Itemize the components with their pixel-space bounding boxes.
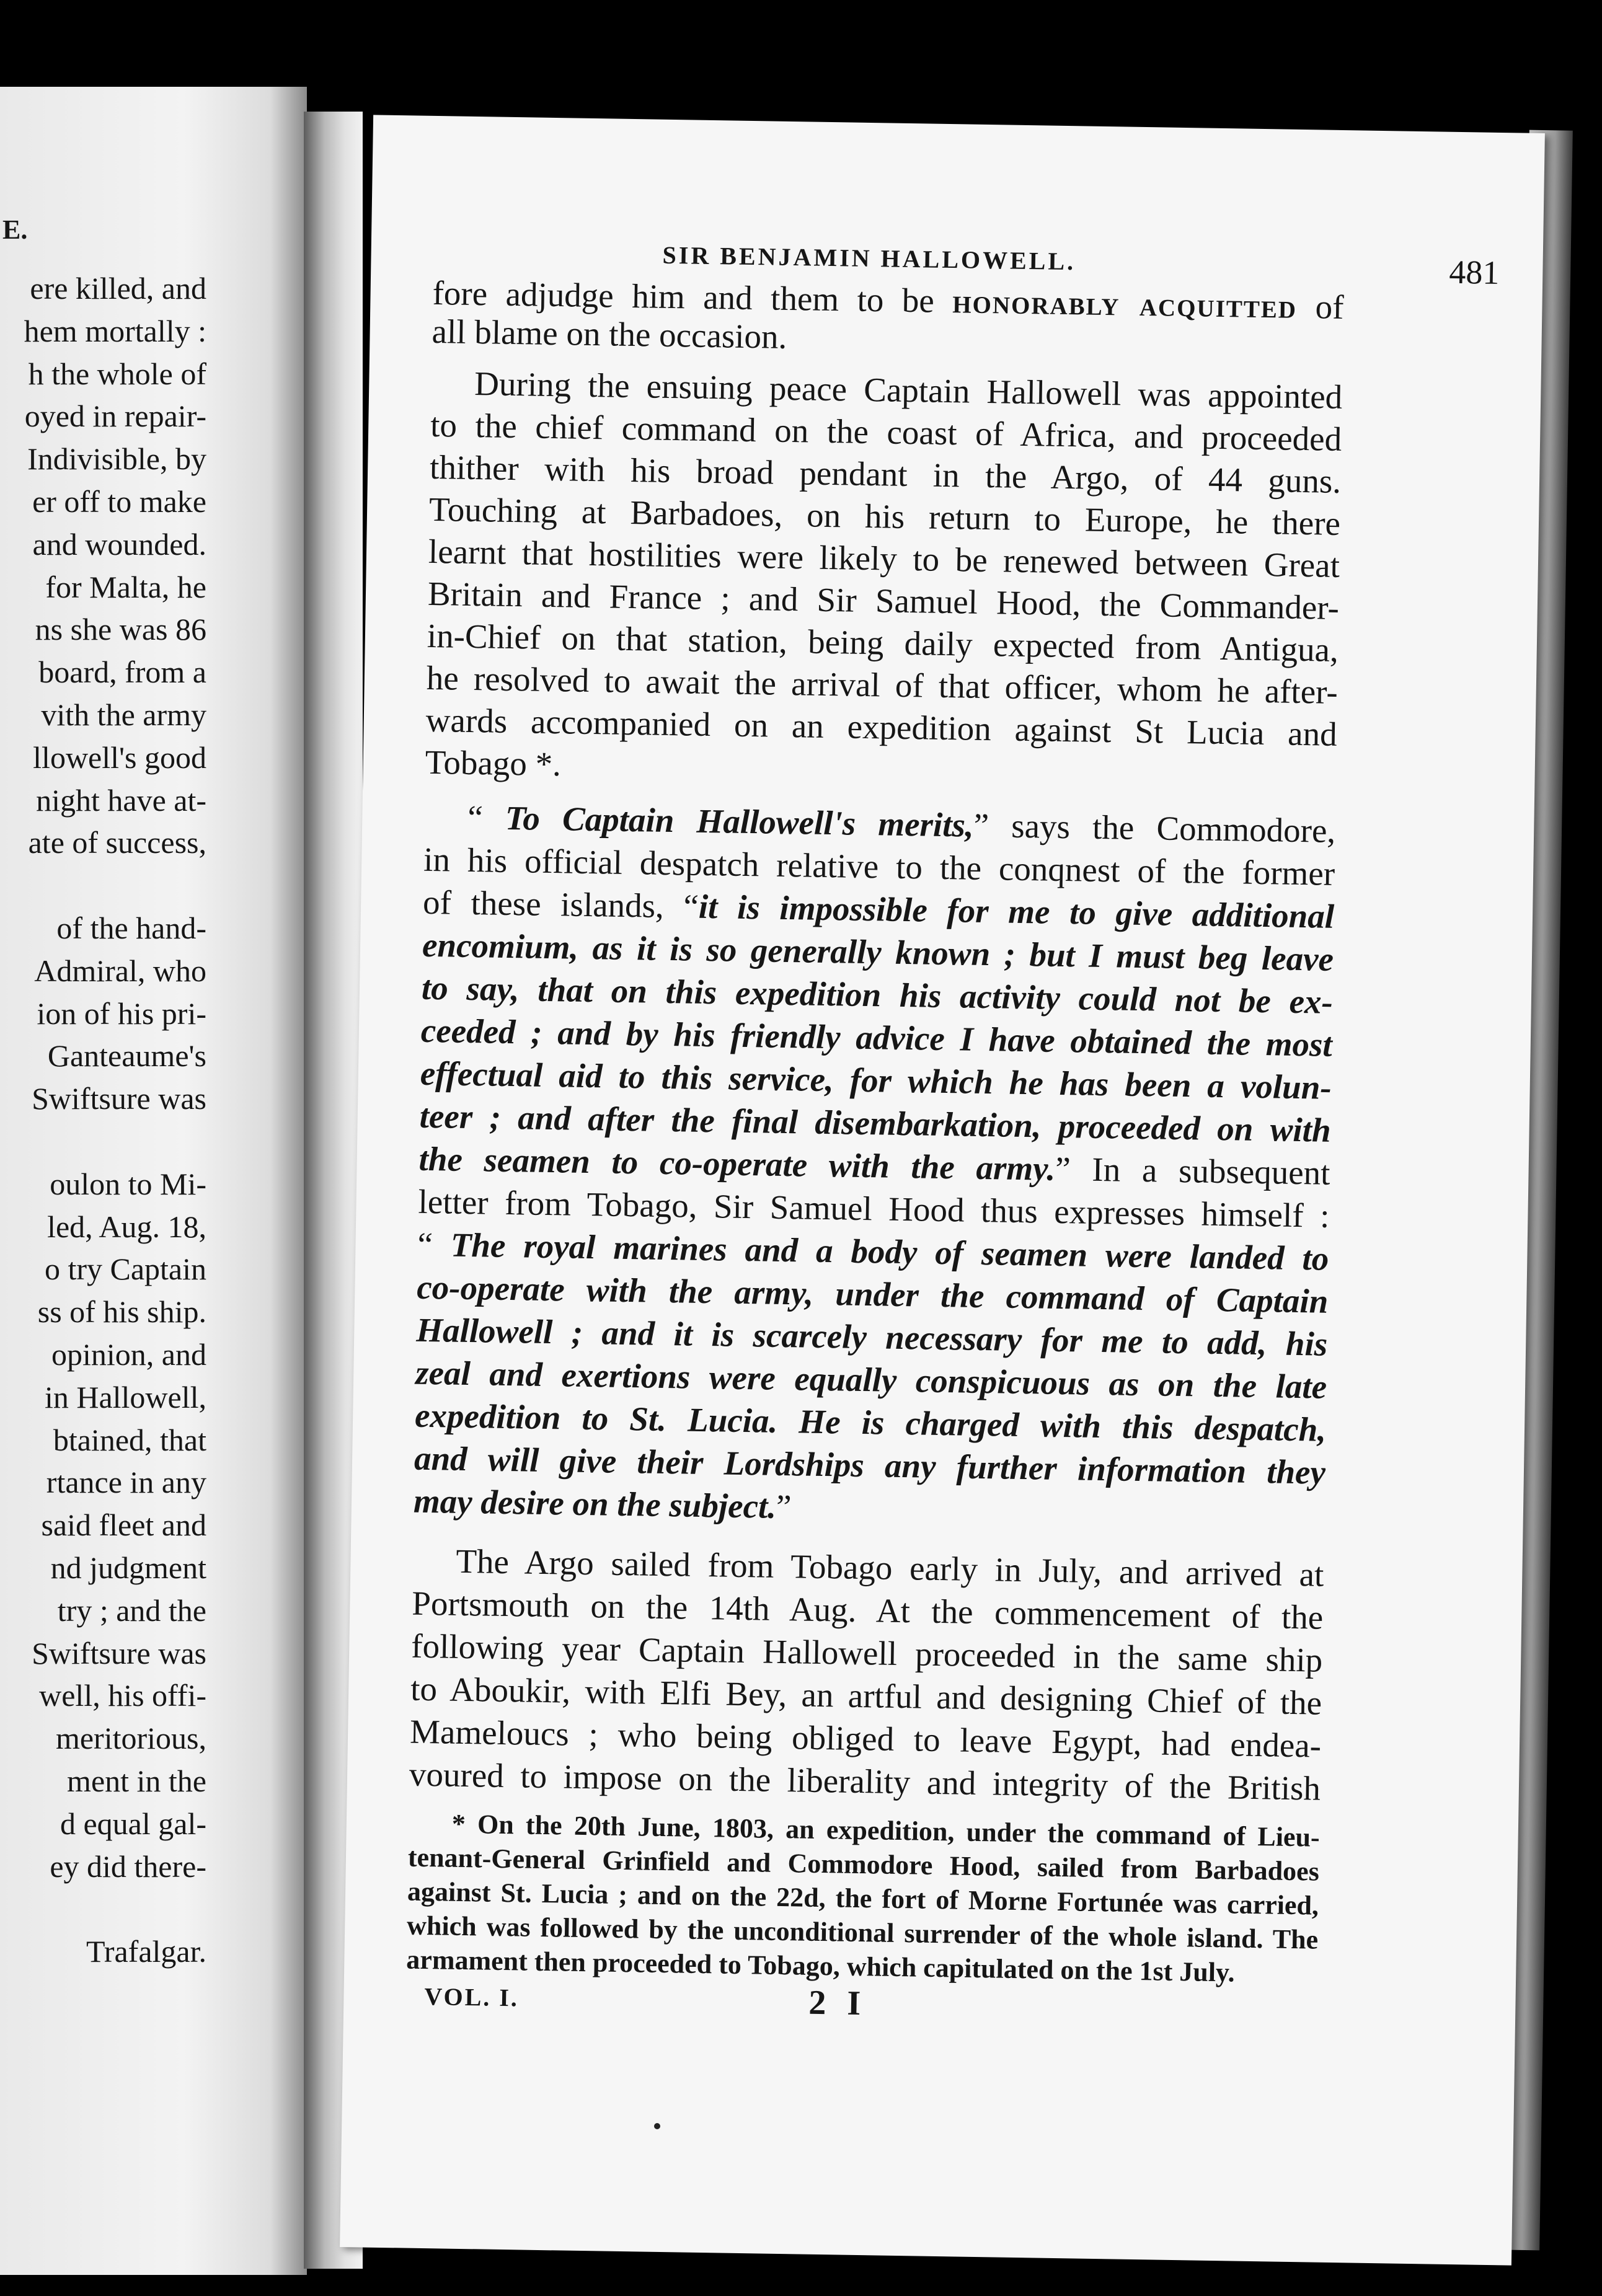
roman-text: “	[467, 798, 506, 837]
left-page-line: d equal gal-	[60, 1806, 206, 1841]
body-line	[414, 1482, 1325, 1535]
volume-label: VOL. I.	[424, 1982, 520, 2012]
left-page-line: vith the army	[41, 697, 206, 732]
running-head-title: SIR BENJAMIN HALLOWELL.	[662, 241, 1076, 276]
running-head	[662, 241, 1543, 291]
left-page-line: oulon to Mi-	[50, 1166, 206, 1201]
left-page-line: of the hand-	[56, 911, 206, 945]
roman-text: of these islands, “	[422, 883, 699, 925]
italic-quote: Hallowell ; and it is scarcely necessary for me to add, his	[415, 1310, 1328, 1363]
roman-text: in his official despatch relative to the conqnest of the former	[423, 840, 1335, 893]
left-page-line: Admiral, who	[34, 953, 206, 988]
left-page-line: oyed in repair-	[24, 399, 206, 434]
body-line: to the chief command on the coast of Africa, and proceeded	[430, 405, 1342, 458]
body-line: following year Captain Hallowell proceeded in the same ship	[410, 1627, 1323, 1679]
facing-page-left	[0, 87, 307, 2275]
italic-quote: encomium, as it is so generally known ; but I must beg leave	[422, 925, 1334, 978]
body-line: all blame on the occasion.	[431, 312, 787, 356]
left-page-line: nd judgment	[50, 1550, 206, 1585]
body-line: thither with his broad pendant in the Argo, of 44 guns.	[429, 448, 1342, 500]
signature-mark: 2 I	[808, 1983, 867, 2023]
italic-quote: may desire on the subject.	[413, 1481, 777, 1526]
body-line: learnt that hostilities were likely to be renewed between Great	[428, 532, 1340, 585]
left-page-line: llowell's good	[33, 740, 206, 775]
left-page-line: ey did there-	[50, 1848, 206, 1884]
body-line: wards accompanied on an expedition against St Lucia and	[425, 700, 1338, 753]
left-page-line: in Hallowell,	[44, 1379, 206, 1415]
left-page-line: ss of his ship.	[37, 1294, 206, 1330]
footnote-line: tenant-General Grinfield and Commodore Hood, sailed from Barbadoes	[407, 1842, 1320, 1887]
left-page-line: and wounded.	[32, 526, 206, 562]
left-page-line: ate of success,	[28, 825, 206, 860]
verdict-small-caps: honorably acquitted	[952, 282, 1298, 325]
italic-quote: teer ; and after the final disembarkation, proceeded on with	[419, 1097, 1332, 1149]
left-page-line: ment in the	[67, 1764, 206, 1798]
italic-quote: ceeded ; and by his friendly advice I have obtained the most	[420, 1011, 1333, 1064]
body-line: During the ensuing peace Captain Hallowell was appointed	[474, 364, 1343, 416]
footnote-line: which was followed by the unconditional surrender of the whole island. The	[406, 1910, 1319, 1955]
left-page-line: for Malta, he	[45, 569, 206, 604]
body-line: voured to impose on the liberality and integrity of the British	[409, 1755, 1321, 1808]
roman-text: ” says the Commodore,	[973, 806, 1336, 850]
italic-quote: and will give their Lordships any further information they	[414, 1439, 1326, 1491]
italic-quote: co-operate with the army, under the command of Captain	[416, 1268, 1329, 1320]
italic-quote: To Captain Hallowell's merits,	[505, 798, 975, 844]
left-page-line: rtance in any	[46, 1465, 206, 1500]
left-page-line: well, his offi-	[39, 1678, 206, 1713]
body-line: he resolved to await the arrival of that officer, whom he after-	[426, 658, 1339, 711]
italic-quote: the seamen to co-operate with the army.	[418, 1139, 1056, 1188]
left-page-line: Ganteaume's	[47, 1038, 206, 1074]
body-line: Britain and France ; and Sir Samuel Hood, the Commander-	[427, 574, 1340, 627]
page-number: 481	[1448, 253, 1500, 291]
left-page-line: Swiftsure was	[32, 1635, 206, 1671]
left-page-line: Indivisible, by	[27, 441, 206, 477]
left-page-line: opinion, and	[51, 1337, 206, 1372]
body-line: Portsmouth on the 14th Aug. At the commencement of the	[411, 1584, 1324, 1636]
main-page	[340, 115, 1545, 2265]
body-line: to Aboukir, with Elfi Bey, an artful and designing Chief of the	[410, 1669, 1322, 1722]
left-page-line: er off to make	[32, 484, 206, 519]
left-page-line: Swiftsure was	[32, 1081, 206, 1116]
left-page-line: ion of his pri-	[37, 996, 206, 1031]
left-page-line: h the whole of	[28, 356, 206, 391]
left-page-line: said fleet and	[41, 1508, 206, 1543]
body-line: Touching at Barbadoes, on his return to Europe, he there	[428, 490, 1341, 542]
left-page-line: night have at-	[36, 782, 206, 818]
scan-speck	[654, 2123, 660, 2129]
footnote-line: against St. Lucia ; and on the 22d, the fort of Morne Fortunée was carried,	[407, 1876, 1319, 1921]
italic-quote: The royal marines and a body of seamen were landed to	[450, 1225, 1329, 1278]
footnote-line: * On the 20th June, 1803, an expedition, under the command of Lieu-	[451, 1808, 1321, 1853]
left-page-line: ere killed, and	[30, 271, 206, 306]
roman-text: ”	[776, 1487, 792, 1526]
left-page-line: Trafalgar.	[86, 1934, 206, 1969]
left-page-line: o try Captain	[44, 1252, 206, 1287]
body-line: in-Chief on that station, being daily expected from Antigua,	[427, 616, 1339, 669]
left-page-line: hem mortally :	[24, 313, 206, 348]
left-page-line: ns she was 86	[35, 612, 206, 647]
body-line: fore adjudge him and them to be honorably acquitted of	[432, 273, 1344, 326]
italic-quote: effectual aid to this service, for which he has been a volun-	[420, 1054, 1332, 1106]
footnote-line: armament then proceeded to Tobago, which capitulated on the 1st July.	[406, 1944, 1235, 1988]
left-page-line: btained, that	[53, 1422, 206, 1457]
left-page-line: led, Aug. 18,	[47, 1209, 206, 1244]
left-page-header-fragment: E.	[2, 214, 28, 245]
italic-quote: it is impossible for me to give additional	[698, 887, 1335, 935]
roman-text: letter from Tobago, Sir Samuel Hood thus expresses himself :	[418, 1182, 1330, 1235]
body-line: Tobago *.	[425, 743, 562, 784]
body-line: The Argo sailed from Tobago early in July, and arrived at	[456, 1542, 1324, 1594]
left-page-line: try ; and the	[57, 1592, 206, 1628]
left-page-line: board, from a	[38, 655, 206, 690]
left-page-line: meritorious,	[55, 1721, 206, 1756]
italic-quote: expedition to St. Lucia. He is charged with this despatch,	[414, 1396, 1327, 1449]
italic-quote: to say, that on this expedition his activity could not be ex-	[421, 968, 1334, 1021]
italic-quote: zeal and exertions were equally conspicuous as on the late	[415, 1353, 1327, 1406]
body-line: Mameloucs ; who being obliged to leave Egypt, had endea-	[409, 1712, 1322, 1765]
roman-text: “	[417, 1225, 451, 1264]
roman-text: ” In a subsequent	[1055, 1149, 1330, 1192]
